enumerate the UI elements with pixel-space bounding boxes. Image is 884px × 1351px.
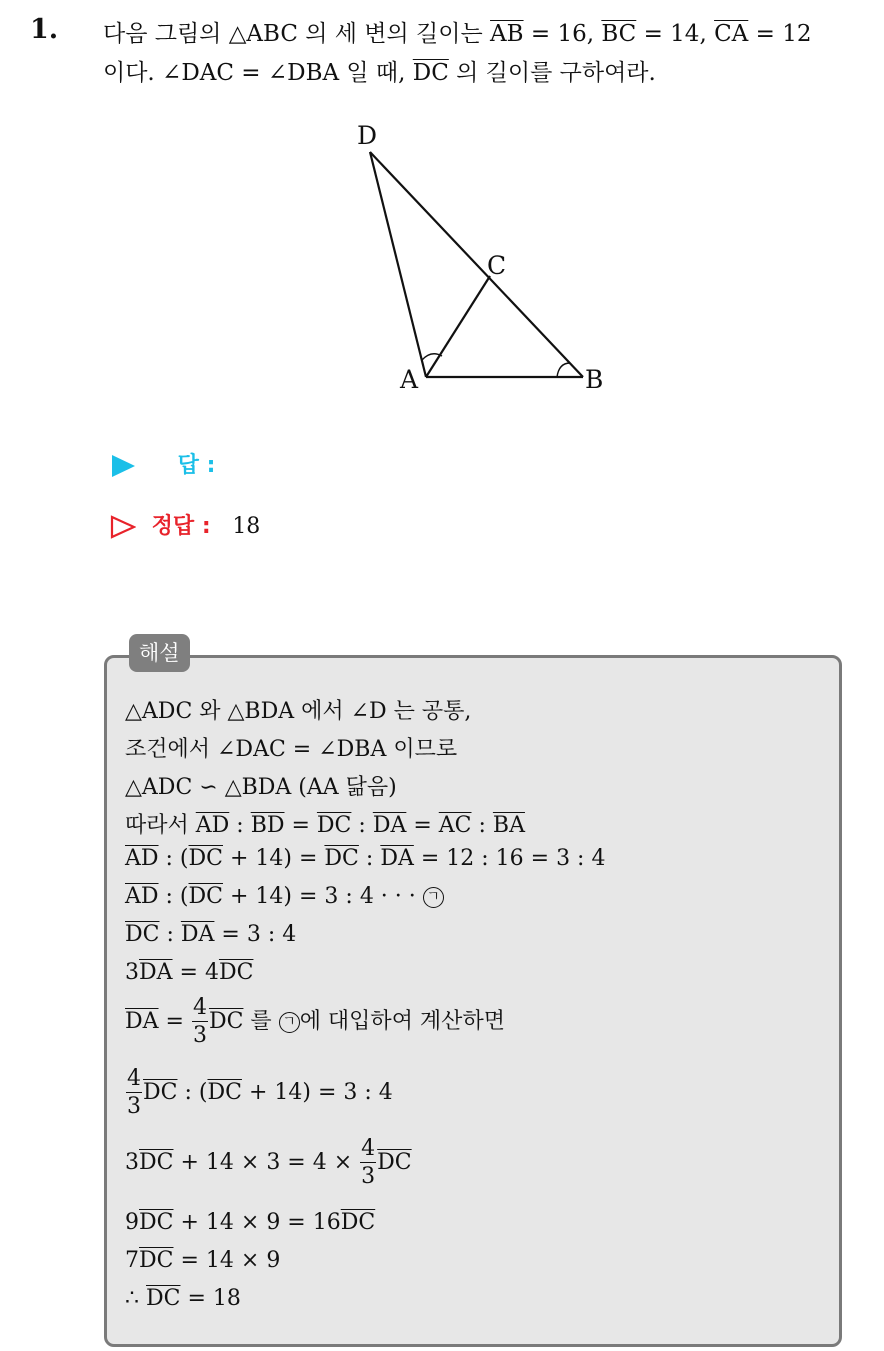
- question-line-2: 이다. ∠DAC = ∠DBA 일 때, $\overline{DC}$ 의 길이를 구하여라.: [103, 60, 656, 86]
- explanation-line-8: $3\overline{DA} = 4\overline{DC}$: [125, 960, 254, 985]
- fraction-four-thirds: $\frac{4}{3}$: [361, 1136, 376, 1189]
- explanation-line-7: $\overline{DC}$ : $\overline{DA} = 3$ : 4: [125, 922, 297, 947]
- question-line-1: 다음 그림의 △ABC 의 세 변의 길이는 $\overline{AB} = 16$, $\overline{BC} = 14$, $\overline{CA} = 12$: [103, 21, 812, 47]
- explanation-line-4: 따라서 $\overline{AD}$ : $\overline{BD} = \overline{DC}$ : $\overline{DA} = \overline{AC}$ : $\overline{BA}$: [125, 813, 525, 838]
- correct-answer-row: [110, 509, 260, 540]
- explanation-line-6: $\overline{AD}$ : $(\overline{DC} + 14) = 3$ : 4 · · · ㄱ: [125, 884, 444, 909]
- vertex-label-A: A: [400, 365, 419, 394]
- vertex-label-D: D: [357, 121, 378, 150]
- vertex-label-C: C: [487, 251, 507, 280]
- fraction-four-thirds: $\frac{4}{3}$: [192, 995, 207, 1048]
- angle-mark-DBA: [557, 363, 570, 377]
- correct-answer-label: 정답 :: [151, 514, 211, 539]
- explanation-line-13: $7\overline{DC} = 14 \times 9$: [125, 1248, 281, 1273]
- explanation-line-5: $\overline{AD}$ : $(\overline{DC} + 14) = \overline{DC}$ : $\overline{DA} = 12$ : 16 = 3 : 4: [125, 846, 606, 871]
- correct-answer-value: 18: [232, 514, 261, 539]
- answer-row: [110, 448, 215, 479]
- explanation-title: 해설: [129, 634, 190, 672]
- answer-label: 답 :: [177, 453, 216, 478]
- vertex-label-B: B: [585, 365, 604, 394]
- explanation-line-1: △ADC 와 △BDA 에서 ∠D 는 공통,: [125, 699, 472, 724]
- segment-DA: [370, 152, 426, 377]
- fraction-four-thirds: $\frac{4}{3}$: [127, 1066, 141, 1119]
- play-arrow-outline-icon: [110, 515, 136, 539]
- triangle-figure: [345, 110, 625, 410]
- triangle-diagram: [345, 110, 625, 410]
- explanation-line-12: $9\overline{DC} + 14 \times 9 = 16\overline{DC}$: [125, 1210, 376, 1235]
- play-arrow-icon: [110, 454, 136, 478]
- explanation-line-9: $\overline{DA}$ = $\frac{4}{3}$ $\overline{DC}$ 를 ㄱ 에 대입하여 계산하면: [125, 995, 505, 1048]
- segment-DB: [370, 152, 583, 377]
- circled-giyeok-mark: ㄱ: [423, 887, 444, 908]
- explanation-line-11: $3\overline{DC} + 14 \times 3 = 4$ × $\frac{4}{3}$ $\overline{DC}$: [125, 1136, 412, 1189]
- explanation-line-2: 조건에서 ∠DAC = ∠DBA 이므로: [125, 737, 458, 762]
- question-number: 1.: [30, 14, 59, 45]
- explanation-line-10: $\frac{4}{3}$ $\overline{DC}$ : $(\overline{DC} + 14) = 3$ : 4: [127, 1066, 393, 1119]
- segment-AC: [426, 276, 490, 377]
- explanation-line-14: ∴ $\overline{DC} = 18$: [125, 1286, 241, 1311]
- circled-giyeok-mark: ㄱ: [279, 1012, 300, 1033]
- explanation-line-3: △ADC ∽ △BDA (AA 닮음): [125, 775, 397, 800]
